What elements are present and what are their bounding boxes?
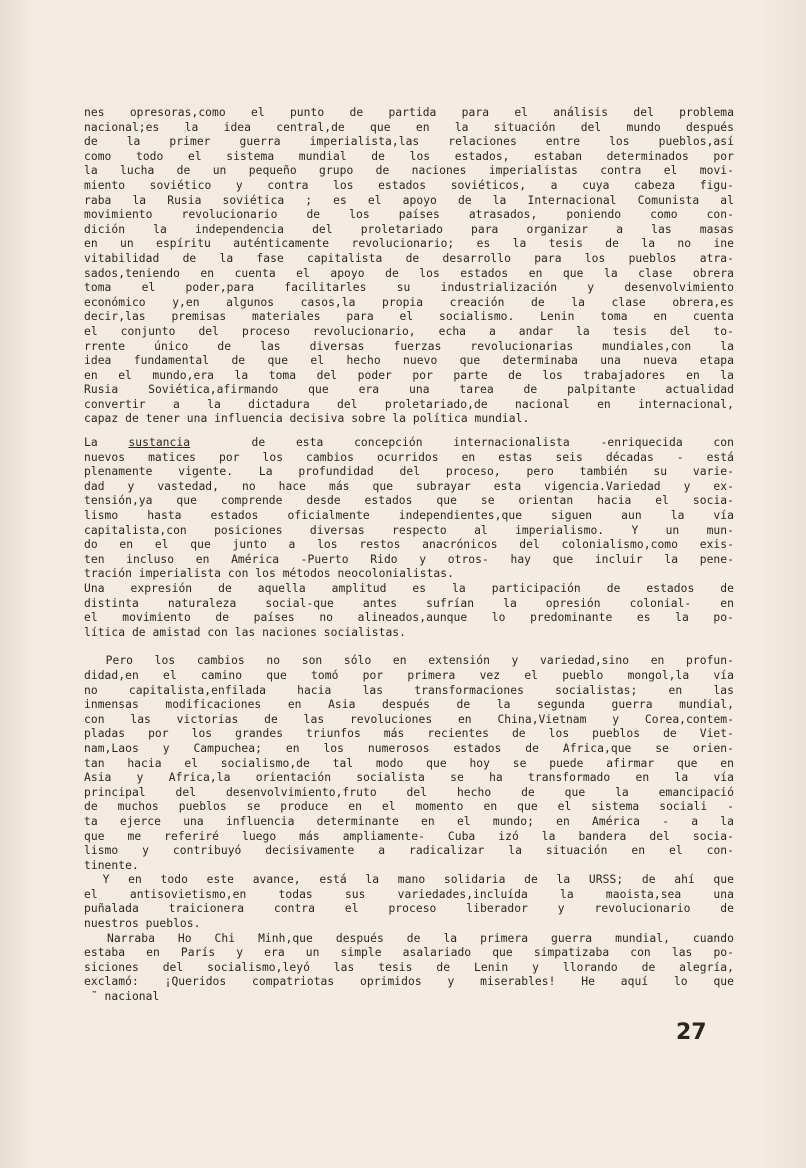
text-line: nam,Laos y Campuchea; en los numerosos estados de Africa,que se orien- — [84, 741, 734, 755]
paragraph — [84, 654, 734, 1004]
text-line: el conjunto del proceso revolucionario, echa a andar la tesis del to- — [84, 324, 734, 338]
text-line: el antisovietismo,en todas sus variedades,incluída la maoista,sea una — [84, 887, 734, 901]
text-line: en un espíritu auténticamente revolucionario; es la tesis de la no ine — [84, 237, 734, 251]
text-line: Narraba Ho Chi Minh,que después de la primera guerra mundial, cuando — [84, 931, 734, 945]
text-line: la lucha de un pequeño grupo de naciones imperialistas contra el movi- — [84, 164, 734, 178]
text-line: rrente único de las diversas fuerzas revolucionarias mundiales,con la — [84, 339, 734, 353]
text-line: Rusia Soviética,afirmando que era una tarea de palpitante actualidad — [84, 383, 734, 397]
text-line: idea fundamental de que el hecho nuevo que determinaba una nueva etapa — [84, 354, 734, 368]
text-line: tinente. — [84, 858, 139, 872]
text-line: siciones del socialismo,leyó las tesis de Lenin y llorando de alegría, — [84, 960, 734, 974]
text-line: movimiento revolucionario de los países atrasados, poniendo como con- — [84, 208, 734, 222]
text-line: toma el poder,para facilitarles su industrialización y desenvolvimiento — [84, 281, 734, 295]
text-line: lismo y contribuyó decisivamente a radicalizar la situación en el con- — [84, 844, 734, 858]
text-line: plenamente vigente. La profundidad del proceso, pero también su varie- — [84, 465, 734, 479]
text-line: raba la Rusia soviética ; es el apoyo de la Internacional Comunista al — [84, 193, 734, 207]
paragraph — [84, 106, 734, 427]
text-line: decir,las premisas materiales para el socialismo. Lenin toma en cuenta — [84, 310, 734, 324]
text-line: inmensas modificaciones en Asia después de la segunda guerra mundial, — [84, 698, 734, 712]
text-line: Una expresión de aquella amplitud es la participación de estados de — [84, 582, 734, 595]
text-line: puñalada traicionera contra el proceso liberador y revolucionario de — [84, 902, 734, 916]
text-line: miento soviético y contra los estados soviéticos, a cuya cabeza figu- — [84, 178, 734, 192]
text-line: do en el que junto a los restos anacrónicos del colonialismo,como exis- — [84, 538, 734, 552]
paragraph-gap — [84, 427, 734, 436]
text-line: no capitalista,enfilada hacia las transformaciones socialistas; en las — [84, 683, 734, 697]
text-line: Asia y Africa,la orientación socialista se ha transformado en la vía — [84, 771, 734, 785]
text-line: tan hacia el socialismo,de tal modo que hoy se puede afirmar que en — [84, 756, 734, 770]
text-line: convertir a la dictadura del proletariado,de nacional en internacional, — [84, 397, 734, 411]
text-line: estaba en París y era un simple asalariado que simpatizaba con las po- — [84, 946, 734, 960]
text-line: lítica de amistad con las naciones socialistas. — [84, 625, 407, 639]
text-line: como todo el sistema mundial de los estados, estaban determinados por — [84, 149, 734, 163]
text-line: pladas por los grandes triunfos más recientes de los pueblos de Viet- — [84, 727, 734, 741]
text-line: con las victorias de las revoluciones en China,Vietnam y Corea,contem- — [84, 712, 734, 726]
text-line: de muchos pueblos se produce en el momento en que el sistema sociali - — [84, 800, 734, 814]
text-line: nuestros pueblos. — [84, 917, 201, 931]
text-line: principal del desenvolvimiento,fruto del hecho de que la emancipació — [84, 785, 734, 799]
text-line: ˜ nacional — [84, 990, 160, 1004]
text-line: dición la independencia del proletariado para organizar a las masas — [84, 222, 734, 236]
text-line: capitalista,con posiciones diversas respecto al imperialismo. Y un mun- — [84, 523, 734, 537]
text-line: en el mundo,era la toma del poder por parte de los trabajadores en la — [84, 368, 734, 382]
underlined-word: sustancia — [128, 436, 191, 450]
text-line: que me referiré luego más ampliamente- Cuba izó la bandera del socia- — [84, 829, 734, 843]
text-line: nuevos matices por los cambios ocurridos en estas seis décadas - está — [84, 450, 734, 464]
text-line: ta ejerce una influencia determinante en el mundo; en América - a la — [84, 814, 734, 828]
text-line: lismo hasta estados oficialmente independientes,que siguen aun la vía — [84, 509, 734, 523]
text-line: distinta naturaleza social-que antes sufrían la opresión colonial- en — [84, 596, 734, 610]
text-line: Pero los cambios no son sólo en extensión y variedad,sino en profun- — [84, 654, 734, 668]
text-line: didad,en el camino que tomó por primera vez el pueblo mongol,la vía — [84, 668, 734, 682]
text-line: el movimiento de países no alineados,aunque lo predominante es la po- — [84, 611, 734, 625]
paragraph-gap — [84, 640, 734, 654]
text-line: sados,teniendo en cuenta el apoyo de los estados en que la clase obrera — [84, 266, 734, 280]
text-line: de la primer guerra imperialista,las relaciones entre los pueblos,así — [84, 135, 734, 149]
text-line: tensión,ya que comprende desde estados que se orientan hacia el socia- — [84, 494, 734, 508]
text-line: ten incluso en América -Puerto Rido y otros- hay que incluir la pene- — [84, 552, 734, 566]
text-line: Y en todo este avance, está la mano solidaria de la URSS; de ahí que — [84, 873, 734, 887]
text-line: La sustancia de esta concepción internacionalista -enriquecida con — [84, 436, 734, 450]
body-text — [84, 106, 734, 1005]
text-line: capaz de tener una influencia decisiva sobre la política mundial. — [84, 412, 530, 426]
text-line: nacional;es la idea central,de que en la situación del mundo después — [84, 120, 734, 134]
text-line: tración imperialista con los métodos neocolonialistas. — [84, 567, 454, 581]
text-line: vitabilidad de la fase capitalista de desarrollo para los pueblos atra- — [84, 251, 734, 265]
text-line: nes opresoras,como el punto de partida para el análisis del problema — [84, 106, 734, 119]
text-line: económico y,en algunos casos,la propia creación de la clase obrera,es — [84, 295, 734, 309]
text-line: dad y vastedad, no hace más que subrayar esta vigencia.Variedad y ex- — [84, 479, 734, 493]
paragraph — [84, 436, 734, 640]
text-line: exclamó: ¡Queridos compatriotas oprimidos y miserables! He aquí lo que — [84, 975, 734, 989]
page-number: 27 — [676, 1020, 707, 1045]
